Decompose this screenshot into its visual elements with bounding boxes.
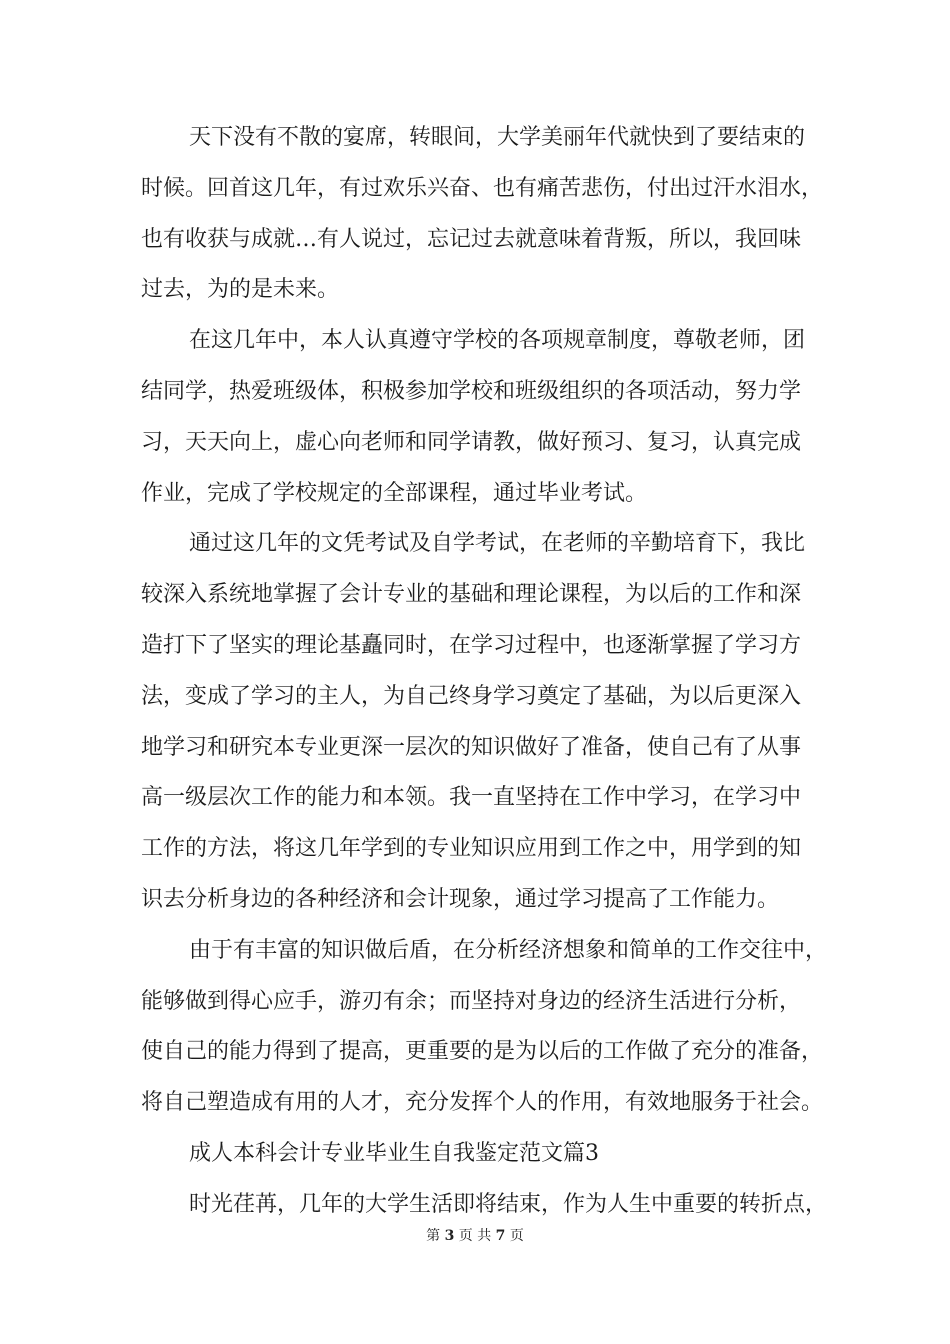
paragraph-line: 结同学，热爱班级体，积极参加学校和班级组织的各项活动，努力学: [141, 378, 802, 404]
paragraph-line: 造打下了坚实的理论基矗同时，在学习过程中，也逐渐掌握了学习方: [141, 632, 802, 658]
footer-suffix: 页: [509, 1228, 524, 1244]
paragraph-line: 法，变成了学习的主人，为自己终身学习奠定了基础，为以后更深入: [141, 683, 802, 709]
paragraph-line: 习，天天向上，虚心向老师和同学请教，做好预习、复习，认真完成: [141, 429, 802, 455]
total-page-count: 7: [495, 1228, 506, 1244]
section-heading: 成人本科会计专业毕业生自我鉴定范文篇3: [189, 1140, 599, 1166]
paragraph-line: 识去分析身边的各种经济和会计现象，通过学习提高了工作能力。: [141, 886, 780, 912]
paragraph-line: 通过这几年的文凭考试及自学考试，在老师的辛勤培育下，我比: [189, 531, 806, 557]
paragraph-line: 在这几年中，本人认真遵守学校的各项规章制度，尊敬老师，团: [189, 328, 806, 354]
paragraph-line: 将自己塑造成有用的人才，充分发挥个人的作用，有效地服务于社会。: [141, 1090, 824, 1116]
footer-prefix: 第: [426, 1228, 441, 1244]
paragraph-line: 也有收获与成就…有人说过，忘记过去就意味着背叛，所以，我回味: [141, 226, 802, 252]
page-footer: [0, 1225, 950, 1245]
paragraph-line: 地学习和研究本专业更深一层次的知识做好了准备，使自己有了从事: [141, 734, 802, 760]
footer-middle: 页 共: [458, 1228, 492, 1244]
paragraph-line: 天下没有不散的宴席，转眼间，大学美丽年代就快到了要结束的: [189, 125, 806, 150]
document-body: [141, 113, 828, 1231]
paragraph-line: 使自己的能力得到了提高，更重要的是为以后的工作做了充分的准备，: [141, 1039, 824, 1065]
paragraph-line: 高一级层次工作的能力和本领。我一直坚持在工作中学习，在学习中: [141, 785, 802, 811]
current-page-number: 3: [444, 1228, 455, 1244]
paragraph-line: 工作的方法，将这几年学到的专业知识应用到工作之中，用学到的知: [141, 836, 802, 862]
paragraph-line: 时光荏苒，几年的大学生活即将结束，作为人生中重要的转折点，: [189, 1191, 828, 1217]
paragraph-line: 作业，完成了学校规定的全部课程，通过毕业考试。: [141, 480, 648, 506]
paragraph-line: 由于有丰富的知识做后盾，在分析经济想象和简单的工作交往中，: [189, 937, 828, 963]
paragraph-line: 时候。回首这几年，有过欢乐兴奋、也有痛苦悲伤，付出过汗水泪水，: [141, 175, 824, 201]
paragraph-line: 较深入系统地掌握了会计专业的基础和理论课程，为以后的工作和深: [141, 582, 802, 608]
paragraph-line: 过去，为的是未来。: [141, 277, 340, 303]
paragraph-line: 能够做到得心应手，游刃有余；而坚持对身边的经济生活进行分析，: [141, 988, 802, 1014]
